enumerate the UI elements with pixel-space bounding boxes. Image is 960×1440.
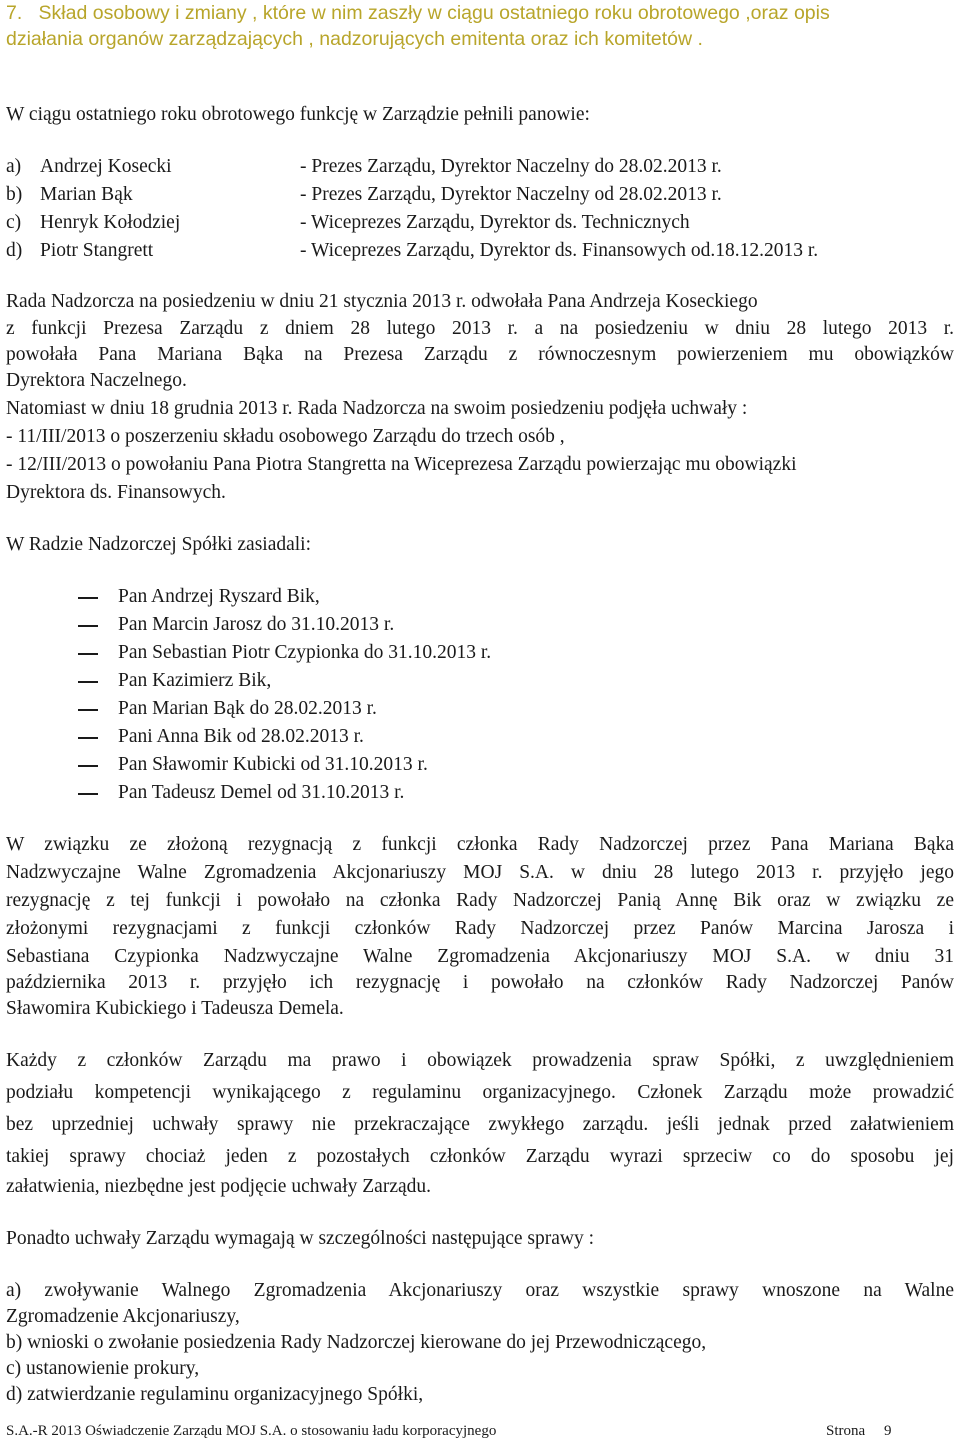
dash-bullet xyxy=(78,793,98,795)
heading-line-2: działania organów zarządzających , nadzorujących emitenta oraz ich komitetów . xyxy=(6,28,703,50)
board-letter: d) xyxy=(6,240,23,261)
paragraph-line: rezygnację z tej funkcji i powołało na członka Rady Nadzorczej Panią Annę Bik oraz w związku ze xyxy=(6,890,954,911)
paragraph-line: Każdy z członków Zarządu ma prawo i obowiązek prowadzenia spraw Spółki, z uwzględnieniem xyxy=(6,1050,954,1071)
board-name: Henryk Kołodziej xyxy=(40,212,181,233)
board-intro: W ciągu ostatniego roku obrotowego funkcję w Zarządzie pełnili panowie: xyxy=(6,104,590,125)
page-number: 9 xyxy=(884,1423,892,1439)
paragraph-line: Dyrektora ds. Finansowych. xyxy=(6,482,226,503)
section-heading xyxy=(6,0,830,52)
council-intro: W Radzie Nadzorczej Spółki zasiadali: xyxy=(6,534,312,555)
dash-bullet xyxy=(78,597,98,599)
page-label: Strona xyxy=(826,1423,866,1439)
board-role: - Prezes Zarządu, Dyrektor Naczelny od 28.02.2013 r. xyxy=(300,184,722,205)
council-member: Pan Kazimierz Bik, xyxy=(118,670,272,691)
heading-number: 7. xyxy=(6,2,23,24)
council-member: Pan Marcin Jarosz do 31.10.2013 r. xyxy=(118,614,395,635)
dash-bullet xyxy=(78,653,98,655)
council-member: Pan Sławomir Kubicki od 31.10.2013 r. xyxy=(118,754,428,775)
dash-bullet xyxy=(78,625,98,627)
heading-line-1: 7. Skład osobowy i zmiany , które w nim zaszły w ciągu ostatniego roku obrotowego ,oraz opis xyxy=(6,2,830,24)
paragraph-line: takiej sprawy chociaż jeden z pozostałych członków Zarządu wyrazi sprzeciw co do sposobu jej xyxy=(6,1146,954,1167)
paragraph-line: Nadzwyczajne Walne Zgromadzenia Akcjonariuszy MOJ S.A. w dniu 28 lutego 2013 r. przyjęło jego xyxy=(6,862,954,883)
paragraph-line: Sebastiana Czypionka Nadzwyczajne Walne Zgromadzenia Akcjonariuszy MOJ S.A. w dniu 31 xyxy=(6,946,954,967)
resolution-item: Zgromadzenie Akcjonariuszy, xyxy=(6,1306,240,1327)
paragraph-line: Sławomira Kubickiego i Tadeusza Demela. xyxy=(6,998,344,1019)
board-name: Andrzej Kosecki xyxy=(40,156,172,177)
resolution-item: a) zwoływanie Walnego Zgromadzenia Akcjonariuszy oraz wszystkie sprawy wnoszone na Walne xyxy=(6,1280,954,1301)
paragraph-line: załatwienia, niezbędne jest podjęcie uchwały Zarządu. xyxy=(6,1176,432,1197)
dash-bullet xyxy=(78,737,98,739)
footer-title: S.A.-R 2013 Oświadczenie Zarządu MOJ S.A. o stosowaniu ładu korporacyjnego xyxy=(6,1423,497,1439)
paragraph-line: W związku ze złożoną rezygnacją z funkcji członka Rady Nadzorczej przez Pana Mariana Bąka xyxy=(6,834,954,855)
paragraph-line: Natomiast w dniu 18 grudnia 2013 r. Rada Nadzorcza na swoim posiedzeniu podjęła uchwały : xyxy=(6,398,748,419)
board-role: - Wiceprezes Zarządu, Dyrektor ds. Technicznych xyxy=(300,212,690,233)
board-letter: a) xyxy=(6,156,22,177)
council-member: Pan Andrzej Ryszard Bik, xyxy=(118,586,320,607)
board-role: - Prezes Zarządu, Dyrektor Naczelny do 28.02.2013 r. xyxy=(300,156,722,177)
paragraph-line: Dyrektora Naczelnego. xyxy=(6,370,187,391)
board-name: Piotr Stangrett xyxy=(40,240,154,261)
council-member: Pani Anna Bik od 28.02.2013 r. xyxy=(118,726,364,747)
board-name: Marian Bąk xyxy=(40,184,133,205)
paragraph-line: z funkcji Prezesa Zarządu z dniem 28 lutego 2013 r. a na posiedzeniu w dniu 28 lutego 2013 r. xyxy=(6,318,954,339)
dash-bullet xyxy=(78,765,98,767)
paragraph-line: bez uprzedniej uchwały sprawy nie przekraczające zwykłego zarządu. jeśli jednak przed załatwieniem xyxy=(6,1114,954,1135)
paragraph-line: złożonymi rezygnacjami z funkcji członków Rady Nadzorczej przez Panów Marcina Jarosza i xyxy=(6,918,954,939)
council-member: Pan Tadeusz Demel od 31.10.2013 r. xyxy=(118,782,405,803)
paragraph-line: października 2013 r. przyjęło ich rezygnację i powołało na członków Rady Nadzorczej Panów xyxy=(6,972,954,993)
board-role: - Wiceprezes Zarządu, Dyrektor ds. Finansowych od.18.12.2013 r. xyxy=(300,240,819,261)
council-member: Pan Sebastian Piotr Czypionka do 31.10.2013 r. xyxy=(118,642,492,663)
paragraph-line: Rada Nadzorcza na posiedzeniu w dniu 21 stycznia 2013 r. odwołała Pana Andrzeja Koseckiego xyxy=(6,291,758,312)
board-letter: b) xyxy=(6,184,23,205)
dash-bullet xyxy=(78,681,98,683)
resolutions-intro: Ponadto uchwały Zarządu wymagają w szczególności następujące sprawy : xyxy=(6,1228,595,1249)
paragraph-line: - 11/III/2013 o poszerzeniu składu osobowego Zarządu do trzech osób , xyxy=(6,426,565,447)
council-member: Pan Marian Bąk do 28.02.2013 r. xyxy=(118,698,377,719)
resolution-item: d) zatwierdzanie regulaminu organizacyjnego Spółki, xyxy=(6,1384,424,1405)
paragraph-line: - 12/III/2013 o powołaniu Pana Piotra Stangretta na Wiceprezesa Zarządu powierzając mu obowiązki xyxy=(6,454,797,475)
resolution-item: c) ustanowienie prokury, xyxy=(6,1358,200,1379)
resolution-item: b) wnioski o zwołanie posiedzenia Rady Nadzorczej kierowane do jej Przewodniczącego, xyxy=(6,1332,707,1353)
dash-bullet xyxy=(78,709,98,711)
paragraph-line: podziału kompetencji wynikającego z regulaminu organizacyjnego. Członek Zarządu może prowadzić xyxy=(6,1082,954,1103)
paragraph-line: powołała Pana Mariana Bąka na Prezesa Zarządu z równoczesnym powierzeniem mu obowiązków xyxy=(6,344,954,365)
board-letter: c) xyxy=(6,212,22,233)
